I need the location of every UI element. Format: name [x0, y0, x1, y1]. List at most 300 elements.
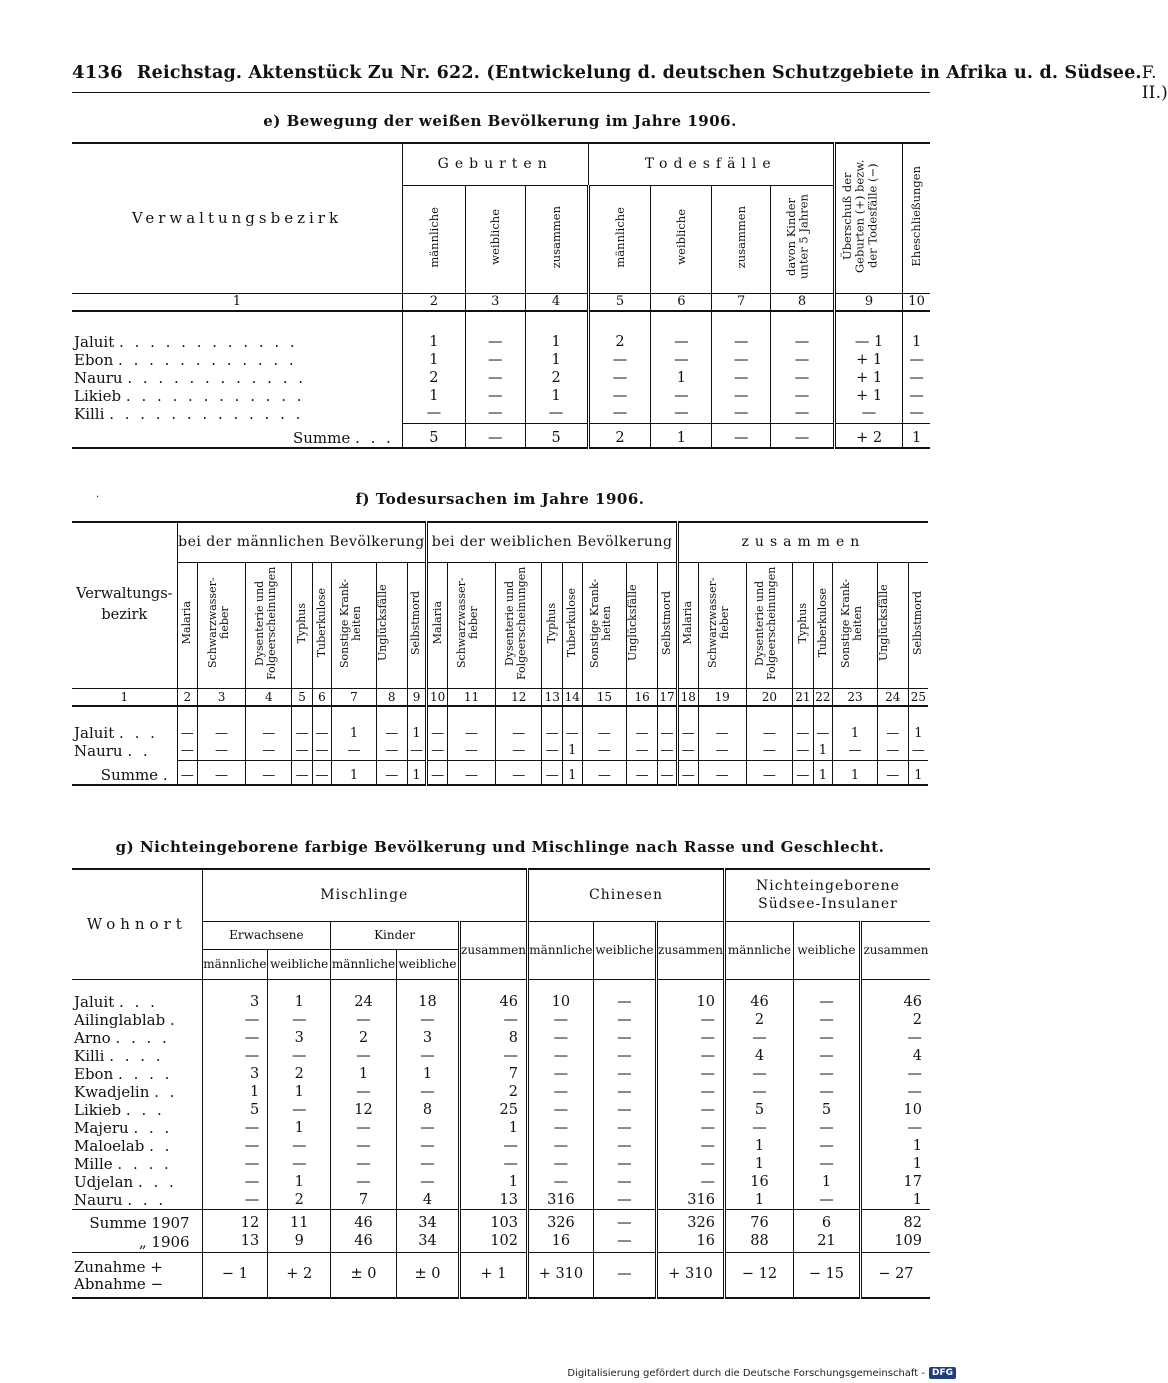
table-cell: + 1: [834, 369, 902, 387]
table-cell: —: [268, 1155, 331, 1173]
table-cell: —: [833, 742, 878, 760]
table-cell: 10: [860, 1101, 930, 1119]
table-cell: —: [582, 742, 627, 760]
table-cell: 25: [460, 1101, 528, 1119]
table-cell: —: [657, 1137, 725, 1155]
col-header: zusammen: [733, 205, 748, 269]
col-header: weibliche: [674, 209, 689, 265]
table-cell: —: [528, 1065, 594, 1083]
table-f-female-header: bei der weiblichen Bevölkerung: [427, 522, 678, 562]
table-cell: —: [528, 1173, 594, 1191]
column-number: 3: [465, 293, 525, 311]
table-cell: + 1: [834, 387, 902, 405]
column-number: 18: [677, 688, 698, 706]
table-cell: —: [651, 351, 712, 369]
column-number: 17: [658, 688, 678, 706]
column-number: 5: [588, 293, 651, 311]
row-label: [72, 1210, 202, 1233]
table-cell: 3: [202, 993, 268, 1011]
column-number: 22: [813, 688, 833, 706]
row-label: [72, 1083, 202, 1101]
row-label: [72, 1232, 202, 1252]
table-e-marriages-header: Eheschließungen: [909, 165, 924, 267]
column-number: 8: [771, 293, 835, 311]
table-cell: 1: [396, 1065, 459, 1083]
cause-header: Dysenterie und Folgeerscheinungen: [502, 566, 528, 680]
spacer-cell: [542, 706, 563, 724]
table-cell: —: [593, 1011, 656, 1029]
row-label: [72, 1101, 202, 1119]
table-cell: 1: [908, 724, 928, 742]
table-cell: 316: [528, 1191, 594, 1210]
table-cell: —: [698, 724, 746, 742]
header-rule: [72, 92, 930, 93]
table-cell: —: [528, 1137, 594, 1155]
table-cell: 1: [651, 369, 712, 387]
spacer-cell: [202, 979, 268, 993]
table-cell: —: [331, 1137, 397, 1155]
col-header: männliche: [724, 921, 793, 979]
table-cell: 5: [724, 1101, 793, 1119]
spacer-cell: [562, 706, 582, 724]
column-number: 1: [72, 293, 402, 311]
table-cell: —: [793, 1119, 860, 1137]
table-cell: —: [793, 1029, 860, 1047]
table-cell: 46: [724, 993, 793, 1011]
sum-cell: 1: [407, 760, 427, 785]
cause-header: Selbstmord: [409, 590, 423, 656]
cause-header: Selbstmord: [659, 590, 673, 656]
table-f-total-header: zusammen: [677, 522, 928, 562]
change-cell: ± 0: [331, 1252, 397, 1298]
column-number: 4: [525, 293, 588, 311]
table-cell: —: [771, 333, 835, 351]
table-cell: —: [588, 351, 651, 369]
table-f-title: f) Todesursachen im Jahre 1906.: [355, 490, 645, 508]
row-label: [72, 1173, 202, 1191]
col-header: männliche: [202, 949, 268, 979]
row-name: Ebon: [74, 351, 114, 369]
table-cell: —: [396, 1083, 459, 1101]
row-name: Ailinglablab: [74, 1011, 166, 1029]
spacer-cell: [396, 979, 459, 993]
leader-dots: . . . .: [117, 1155, 172, 1173]
cause-header: Malaria: [430, 601, 444, 645]
row-name: Jaluit: [74, 724, 115, 742]
sum-cell: 46: [331, 1232, 397, 1252]
leader-dots: . . .: [133, 1119, 173, 1137]
table-cell: —: [197, 724, 245, 742]
table-cell: —: [593, 1083, 656, 1101]
row-name: Nauru: [74, 369, 123, 387]
table-cell: —: [903, 387, 930, 405]
table-cell: —: [593, 1173, 656, 1191]
sum-cell: —: [246, 760, 292, 785]
table-cell: —: [402, 405, 465, 423]
table-cell: 2: [268, 1191, 331, 1210]
table-cell: —: [724, 1065, 793, 1083]
table-row: [72, 1191, 930, 1210]
table-g-adults-header: Erwachsene: [202, 921, 331, 949]
table-cell: —: [202, 1173, 268, 1191]
sum-cell: 5: [402, 423, 465, 448]
table-cell: —: [465, 351, 525, 369]
table-cell: —: [657, 1011, 725, 1029]
table-cell: —: [447, 742, 495, 760]
sum-cell: 21: [793, 1232, 860, 1252]
increase-label: Zunahme +: [74, 1257, 163, 1276]
table-cell: —: [465, 369, 525, 387]
spacer-cell: [724, 979, 793, 993]
table-cell: 1: [402, 333, 465, 351]
sum-cell: —: [712, 423, 771, 448]
table-cell: —: [593, 1119, 656, 1137]
table-row: [72, 1083, 930, 1101]
sum-row: [72, 423, 930, 448]
table-cell: —: [562, 724, 582, 742]
leader-dots: . . .: [125, 1101, 165, 1119]
table-cell: 2: [588, 333, 651, 351]
table-cell: —: [860, 1065, 930, 1083]
table-row: [72, 1155, 930, 1173]
table-cell: —: [593, 993, 656, 1011]
table-row: [72, 1137, 930, 1155]
column-number: 19: [698, 688, 746, 706]
table-cell: 1: [903, 333, 930, 351]
table-cell: —: [593, 1101, 656, 1119]
sum-cell: 88: [724, 1232, 793, 1252]
table-cell: —: [903, 369, 930, 387]
table-cell: —: [657, 1101, 725, 1119]
table-cell: —: [427, 742, 448, 760]
table-cell: 1: [525, 387, 588, 405]
sum-cell: —: [447, 760, 495, 785]
table-cell: —: [331, 1083, 397, 1101]
table-cell: 4: [396, 1191, 459, 1210]
table-cell: —: [331, 1119, 397, 1137]
sum-cell: —: [698, 760, 746, 785]
table-cell: —: [724, 1119, 793, 1137]
spacer-cell: [197, 706, 245, 724]
col-header: männliche: [426, 206, 441, 268]
col-header: weibliche: [487, 209, 502, 265]
col-header: weibliche: [593, 921, 656, 979]
sum-cell: —: [582, 760, 627, 785]
row-label: [72, 1155, 202, 1173]
column-number: 13: [542, 688, 563, 706]
sum-cell: 16: [657, 1232, 725, 1252]
row-name: Mille: [74, 1155, 113, 1173]
table-cell: 1: [202, 1083, 268, 1101]
table-cell: —: [460, 1047, 528, 1065]
table-cell: —: [407, 742, 427, 760]
table-cell: 2: [331, 1029, 397, 1047]
sum-cell: 12: [202, 1210, 268, 1233]
table-cell: 3: [268, 1029, 331, 1047]
spacer-row: [72, 979, 930, 993]
spacer-row: [72, 311, 930, 333]
table-cell: —: [312, 742, 331, 760]
col-header: männliche: [528, 921, 594, 979]
table-cell: —: [771, 405, 835, 423]
col-header: davon Kinder unter 5 Jahren: [783, 194, 811, 280]
sum-cell: —: [427, 760, 448, 785]
table-cell: + 1: [834, 351, 902, 369]
spacer-cell: [465, 311, 525, 333]
table-cell: —: [793, 993, 860, 1011]
spacer-cell: [746, 706, 792, 724]
spacer-cell: [312, 706, 331, 724]
table-row: [72, 387, 930, 405]
table-cell: 1: [268, 1119, 331, 1137]
table-f-district-header: Verwaltungs-bezirk: [72, 522, 177, 688]
table-cell: —: [746, 742, 792, 760]
row-label: [72, 1137, 202, 1155]
table-cell: —: [908, 742, 928, 760]
spacer-cell: [651, 311, 712, 333]
cause-header: Dysenterie und Folgeerscheinungen: [252, 566, 278, 680]
table-cell: —: [903, 351, 930, 369]
table-cell: —: [528, 1083, 594, 1101]
leader-dots: . . . . . . . . . . . . .: [109, 405, 304, 423]
spacer-cell: [496, 706, 542, 724]
table-cell: 12: [331, 1101, 397, 1119]
spacer-cell: [72, 311, 402, 333]
column-number: 6: [651, 293, 712, 311]
table-cell: —: [712, 387, 771, 405]
decrease-label: Abnahme −: [74, 1274, 164, 1293]
sum-cell: —: [793, 760, 814, 785]
table-cell: 1: [724, 1191, 793, 1210]
cause-header: Unglücksfälle: [876, 584, 890, 662]
sum-cell: 5: [525, 423, 588, 448]
cause-header: Schwarzwasser-fieber: [205, 577, 231, 669]
spacer-cell: [593, 979, 656, 993]
spacer-cell: [658, 706, 678, 724]
table-cell: 2: [724, 1011, 793, 1029]
row-name: Majeru: [74, 1119, 129, 1137]
table-row: [72, 1047, 930, 1065]
row-name: Maloelab: [74, 1137, 145, 1155]
spacer-cell: [407, 706, 427, 724]
column-number: 6: [312, 688, 331, 706]
cause-header: Unglücksfälle: [375, 584, 389, 662]
table-cell: 7: [460, 1065, 528, 1083]
table-cell: —: [246, 724, 292, 742]
table-cell: —: [593, 1191, 656, 1210]
table-cell: —: [396, 1137, 459, 1155]
table-cell: —: [793, 1191, 860, 1210]
table-cell: 1: [562, 742, 582, 760]
table-cell: 1: [813, 742, 833, 760]
leader-dots: . . . . . . . . . . . .: [127, 369, 307, 387]
leader-dots: . .: [127, 742, 151, 760]
spacer-cell: [582, 706, 627, 724]
row-label: [72, 405, 402, 423]
sum-cell: —: [771, 423, 835, 448]
table-cell: 1: [860, 1155, 930, 1173]
table-cell: —: [197, 742, 245, 760]
sum-cell: 13: [202, 1232, 268, 1252]
spacer-cell: [833, 706, 878, 724]
table-cell: 316: [657, 1191, 725, 1210]
row-label: [72, 1029, 202, 1047]
table-cell: —: [593, 1029, 656, 1047]
table-g-islanders-header: Nichteingeborene Südsee-Insulaner: [724, 869, 930, 921]
table-cell: —: [312, 724, 331, 742]
sum-cell: —: [312, 760, 331, 785]
table-cell: —: [860, 1083, 930, 1101]
table-cell: —: [657, 1173, 725, 1191]
row-name: Jaluit: [74, 993, 115, 1011]
column-number: 20: [746, 688, 792, 706]
table-cell: —: [525, 405, 588, 423]
table-cell: 46: [460, 993, 528, 1011]
spacer-cell: [460, 979, 528, 993]
table-cell: — 1: [834, 333, 902, 351]
row-name: Likieb: [74, 387, 122, 405]
table-cell: —: [651, 405, 712, 423]
table-g-chinese-header: Chinesen: [528, 869, 725, 921]
table-g-children-header: Kinder: [331, 921, 460, 949]
table-cell: —: [658, 742, 678, 760]
table-cell: —: [593, 1047, 656, 1065]
table-cell: —: [202, 1029, 268, 1047]
table-cell: —: [793, 1011, 860, 1029]
table-e-surplus-header: Überschuß der Geburten (+) bezw. der Todesfälle (−): [840, 159, 880, 273]
leader-dots: . . .: [137, 1173, 177, 1191]
spacer-row: [72, 706, 928, 724]
row-label: [72, 1191, 202, 1210]
row-label: [72, 351, 402, 369]
table-cell: —: [292, 742, 312, 760]
sum-cell: —: [542, 760, 563, 785]
page-header: [72, 62, 1168, 103]
table-cell: —: [202, 1119, 268, 1137]
table-cell: 4: [724, 1047, 793, 1065]
change-cell: − 1: [202, 1252, 268, 1298]
table-cell: —: [651, 387, 712, 405]
table-cell: —: [657, 1119, 725, 1137]
col-header: zusammen: [657, 921, 725, 979]
table-cell: —: [593, 1137, 656, 1155]
row-label: [72, 993, 202, 1011]
sum-cell: 34: [396, 1232, 459, 1252]
table-f-number-row: [72, 688, 928, 706]
digitization-footer: [567, 1367, 956, 1379]
table-cell: —: [447, 724, 495, 742]
spacer-cell: [908, 706, 928, 724]
row-name: Nauru: [74, 1191, 123, 1209]
table-cell: —: [724, 1029, 793, 1047]
col-header: zusammen: [860, 921, 930, 979]
table-cell: —: [698, 742, 746, 760]
column-number: 7: [712, 293, 771, 311]
sum-cell: —: [627, 760, 658, 785]
cause-header: Tuberkulose: [565, 588, 579, 658]
table-g: [72, 868, 930, 1299]
row-name: Ebon: [74, 1065, 114, 1083]
row-label: [72, 369, 402, 387]
cause-header: Schwarzwasser-fieber: [455, 577, 481, 669]
leader-dots: . . .: [119, 993, 158, 1011]
spacer-cell: [525, 311, 588, 333]
table-cell: 1: [460, 1119, 528, 1137]
row-label: [72, 1047, 202, 1065]
spacer-cell: [72, 979, 202, 993]
row-name: Summe: [100, 766, 159, 784]
table-cell: 1: [407, 724, 427, 742]
sum-cell: 1: [651, 423, 712, 448]
table-row: [72, 1119, 930, 1137]
table-cell: —: [771, 351, 835, 369]
spacer-cell: [813, 706, 833, 724]
spacer-cell: [427, 706, 448, 724]
cause-header: Schwarzwasser-fieber: [706, 577, 732, 669]
sum-cell: 11: [268, 1210, 331, 1233]
table-cell: —: [332, 742, 377, 760]
leader-dots: . . . . . . . . . . . .: [118, 351, 297, 369]
table-cell: 1: [525, 351, 588, 369]
spacer-cell: [268, 979, 331, 993]
table-cell: —: [657, 1155, 725, 1173]
column-number: 21: [793, 688, 814, 706]
sum-cell: 82: [860, 1210, 930, 1233]
table-cell: —: [746, 724, 792, 742]
table-cell: 1: [268, 1083, 331, 1101]
table-cell: —: [712, 333, 771, 351]
table-cell: —: [657, 1083, 725, 1101]
change-row: [72, 1252, 930, 1298]
table-row: [72, 351, 930, 369]
column-number: 23: [833, 688, 878, 706]
spacer-cell: [292, 706, 312, 724]
table-cell: —: [593, 1065, 656, 1083]
table-cell: —: [712, 369, 771, 387]
spacer-cell: [903, 311, 930, 333]
table-cell: —: [396, 1047, 459, 1065]
table-cell: —: [396, 1119, 459, 1137]
sum-cell: 103: [460, 1210, 528, 1233]
table-cell: —: [627, 724, 658, 742]
table-cell: —: [793, 1155, 860, 1173]
sum-cell: —: [746, 760, 792, 785]
table-cell: —: [460, 1155, 528, 1173]
table-e-district-header: Verwaltungsbezirk: [72, 143, 402, 293]
table-cell: —: [396, 1155, 459, 1173]
leader-dots: . . . .: [118, 1065, 173, 1083]
cause-header: Sonstige Krank-heiten: [337, 578, 364, 668]
leader-dots: . . .: [119, 724, 158, 742]
table-cell: —: [651, 333, 712, 351]
table-row: [72, 1065, 930, 1083]
spacer-cell: [332, 706, 377, 724]
column-number: 9: [834, 293, 902, 311]
col-header: weibliche: [268, 949, 331, 979]
table-cell: 46: [860, 993, 930, 1011]
table-cell: —: [860, 1029, 930, 1047]
sum-cell: 1: [903, 423, 930, 448]
page-title: Reichstag. Aktenstück Zu Nr. 622. (Entwickelung d. deutschen Schutzgebiete in Afrika u. d. Südsee.: [136, 63, 1142, 83]
table-e-body: [72, 311, 930, 448]
row-name: Kwadjelin: [74, 1083, 150, 1101]
table-cell: —: [496, 742, 542, 760]
table-cell: —: [793, 724, 814, 742]
table-cell: —: [582, 724, 627, 742]
cause-header: Typhus: [545, 602, 559, 644]
table-cell: 5: [202, 1101, 268, 1119]
table-cell: —: [268, 1101, 331, 1119]
